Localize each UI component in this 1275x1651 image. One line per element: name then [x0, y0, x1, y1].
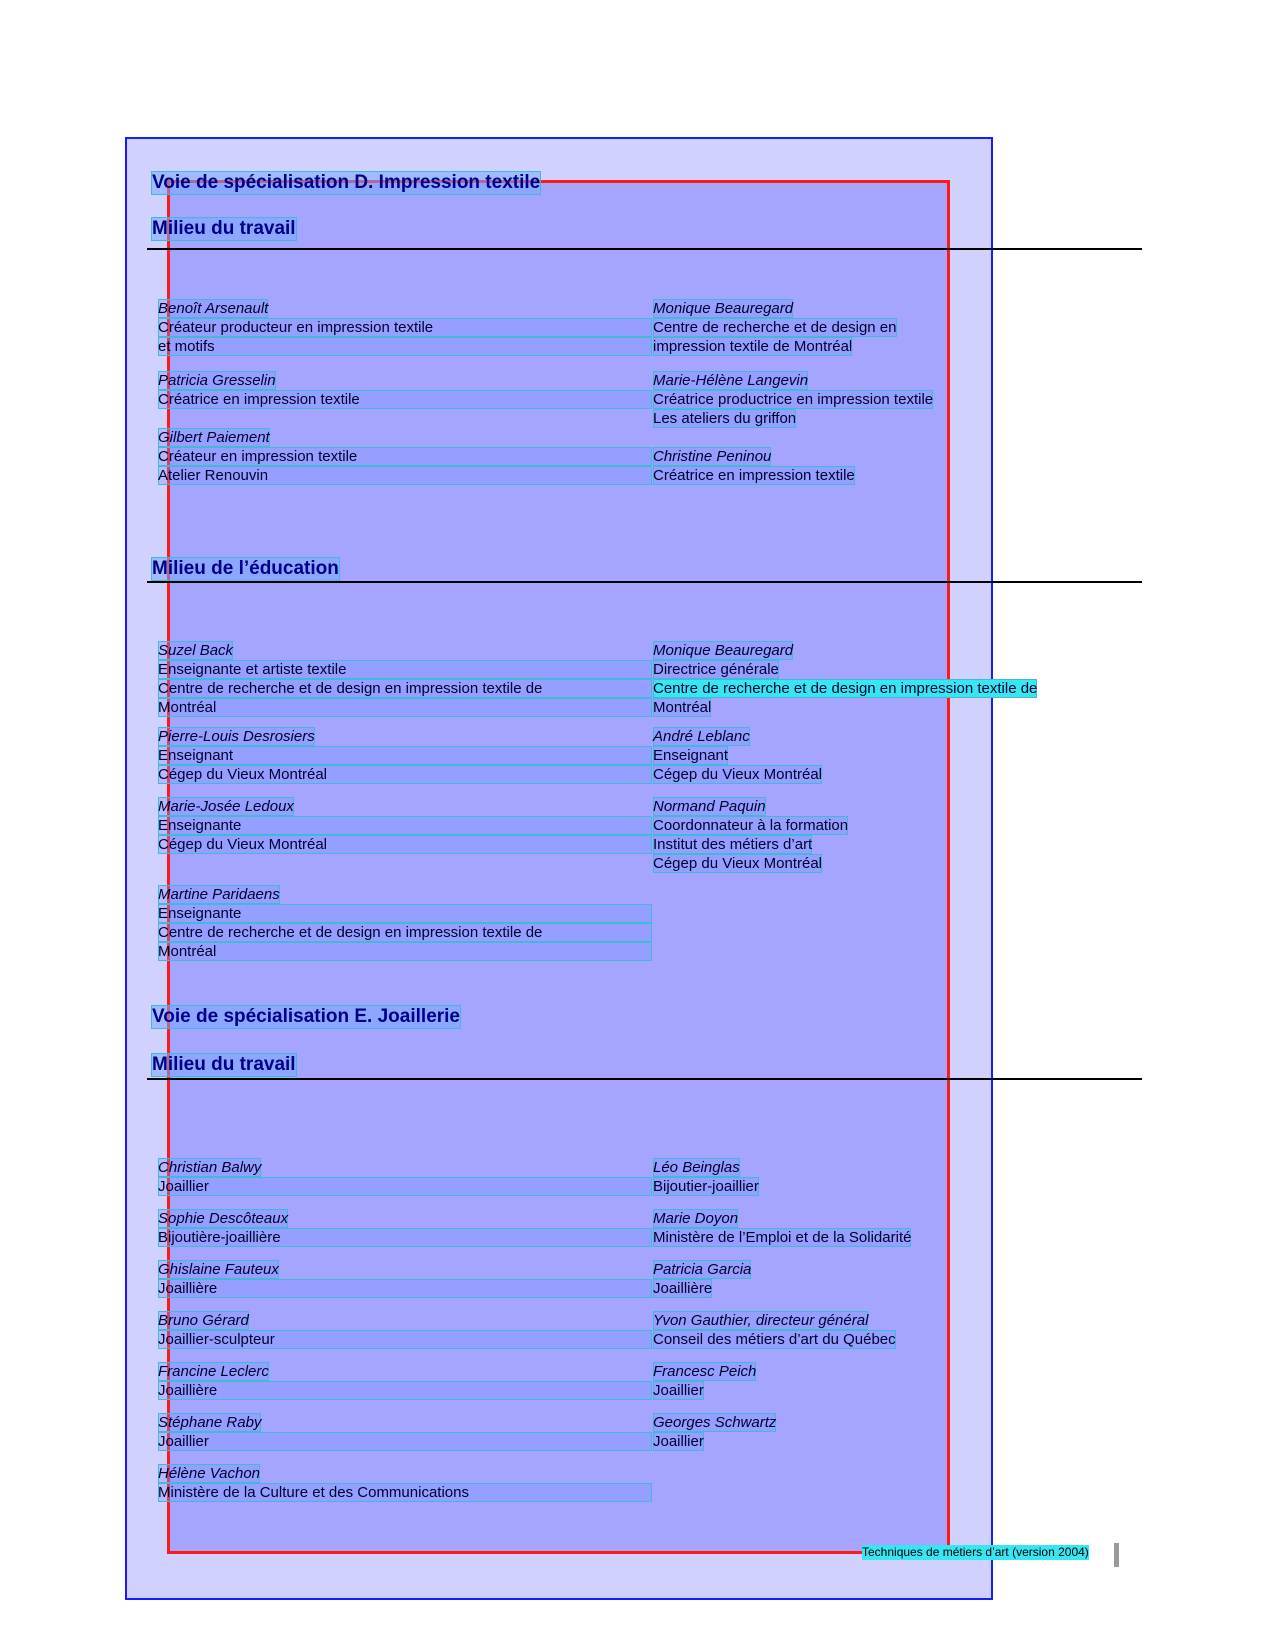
contact-entry [653, 1362, 953, 1400]
contact-detail: Joaillier [158, 1177, 652, 1196]
contact-name: Gilbert Paiement [158, 429, 270, 446]
contact-name: Georges Schwartz [653, 1414, 777, 1431]
contact-detail: Atelier Renouvin [158, 466, 652, 485]
contact-detail: Joaillier [653, 1382, 704, 1399]
contact-entry [653, 641, 1038, 717]
contact-name: Marie-Hélène Langevin [653, 372, 809, 389]
contact-detail: Montréal [158, 698, 652, 717]
divider [147, 581, 1142, 583]
contact-name: Yvon Gauthier, directeur général [653, 1312, 869, 1329]
contact-detail: Créatrice productrice en impression textile [653, 391, 934, 408]
divider [147, 1078, 1142, 1080]
contact-name: Marie-Josée Ledoux [158, 798, 294, 815]
contact-detail: Joaillier-sculpteur [158, 1330, 652, 1349]
contact-name: Pierre-Louis Desrosiers [158, 728, 315, 745]
contact-entry [653, 1158, 953, 1196]
contact-entry [653, 1311, 953, 1349]
contact-detail: impression textile de Montréal [653, 338, 853, 355]
contact-name: Francine Leclerc [158, 1363, 269, 1380]
contact-entry [158, 1362, 652, 1400]
contact-name: André Leblanc [653, 728, 750, 745]
contact-detail: Créatrice en impression textile [653, 467, 855, 484]
contact-detail: Cégep du Vieux Montréal [158, 765, 652, 784]
page-footer: Techniques de métiers d’art (version 2004) [862, 1545, 1089, 1559]
contact-name: Stéphane Raby [158, 1414, 262, 1431]
contact-entry [158, 641, 652, 717]
contact-entry [653, 1413, 953, 1451]
contact-name: Léo Beinglas [653, 1159, 740, 1176]
contact-name: Benoît Arsenault [158, 300, 269, 317]
contact-entry [158, 1464, 652, 1502]
contact-detail: Créateur en impression textile [158, 447, 652, 466]
contact-detail: Les ateliers du griffon [653, 410, 797, 427]
contact-detail: Conseil des métiers d’art du Québec [653, 1331, 896, 1348]
contact-name: Sophie Descôteaux [158, 1210, 289, 1227]
contact-detail: Enseignant [158, 746, 652, 765]
contact-detail: Bijoutier-joaillier [653, 1178, 759, 1195]
contact-entry [158, 1158, 652, 1196]
contact-detail: Enseignant [653, 747, 729, 764]
contact-detail: Ministère de la Culture et des Communications [158, 1483, 652, 1502]
contact-entry [158, 299, 652, 356]
contact-name: Patricia Gresselin [158, 372, 276, 389]
contact-entry [158, 371, 652, 409]
contact-detail: Ministère de l’Emploi et de la Solidarité [653, 1229, 912, 1246]
contact-detail: Joaillier [158, 1432, 652, 1451]
contact-detail: Cégep du Vieux Montréal [653, 855, 822, 872]
contact-entry [653, 299, 953, 356]
contact-detail: Enseignante [158, 816, 652, 835]
contact-detail: Joaillier [653, 1433, 704, 1450]
contact-entry [158, 797, 652, 854]
contact-detail: Créatrice en impression textile [158, 390, 652, 409]
contact-detail: Enseignante et artiste textile [158, 660, 652, 679]
contact-detail: Cégep du Vieux Montréal [653, 766, 822, 783]
contact-detail: Centre de recherche et de design en impression textile de [158, 679, 652, 698]
contact-detail: Cégep du Vieux Montréal [158, 835, 652, 854]
heading-milieu-travail-d: Milieu du travail [152, 218, 296, 239]
contact-entry [158, 428, 652, 485]
contact-name: Ghislaine Fauteux [158, 1261, 279, 1278]
contact-name: Bruno Gérard [158, 1312, 249, 1329]
contact-entry [653, 447, 953, 485]
contact-detail: Joaillière [158, 1279, 652, 1298]
contact-detail: Bijoutière-joaillière [158, 1228, 652, 1247]
contact-detail: Montréal [653, 699, 712, 716]
page-marker [1114, 1543, 1119, 1567]
contact-name: Francesc Peich [653, 1363, 757, 1380]
contact-name: Martine Paridaens [158, 886, 280, 903]
divider [147, 248, 1142, 250]
contact-name: Christian Balwy [158, 1159, 262, 1176]
contact-detail: Institut des métiers d’art [653, 836, 813, 853]
contact-detail: Centre de recherche et de design en [653, 319, 897, 336]
contact-entry [158, 1260, 652, 1298]
contact-name: Patricia Garcia [653, 1261, 752, 1278]
contact-name: Hélène Vachon [158, 1465, 261, 1482]
contact-entry [653, 1209, 953, 1247]
contact-detail: Joaillière [653, 1280, 713, 1297]
contact-name: Normand Paquin [653, 798, 766, 815]
contact-entry [158, 727, 652, 784]
section-title-joaillerie: Voie de spécialisation E. Joaillerie [152, 1006, 460, 1027]
contact-detail: Centre de recherche et de design en impression textile de [158, 923, 652, 942]
contact-detail: Montréal [158, 942, 652, 961]
contact-detail: Joaillière [158, 1381, 652, 1400]
heading-milieu-education-d: Milieu de l’éducation [152, 558, 339, 579]
section-title-impression-textile: Voie de spécialisation D. Impression textile [152, 172, 541, 193]
contact-detail: et motifs [158, 337, 652, 356]
contact-entry [158, 1209, 652, 1247]
contact-name: Monique Beauregard [653, 300, 794, 317]
contact-detail: Directrice générale [653, 661, 779, 678]
contact-detail: Créateur producteur en impression textile [158, 318, 652, 337]
contact-name: Christine Peninou [653, 448, 772, 465]
contact-entry [653, 797, 953, 873]
contact-detail: Coordonnateur à la formation [653, 817, 849, 834]
contact-entry [653, 371, 953, 428]
contact-name: Suzel Back [158, 642, 234, 659]
contact-name: Monique Beauregard [653, 642, 794, 659]
contact-entry [158, 1311, 652, 1349]
contact-entry [158, 885, 652, 961]
heading-milieu-travail-e: Milieu du travail [152, 1054, 296, 1075]
contact-entry [158, 1413, 652, 1451]
contact-entry [653, 727, 953, 784]
contact-detail: Centre de recherche et de design en impression textile de [653, 680, 1038, 697]
contact-name: Marie Doyon [653, 1210, 739, 1227]
contact-entry [653, 1260, 953, 1298]
contact-detail: Enseignante [158, 904, 652, 923]
